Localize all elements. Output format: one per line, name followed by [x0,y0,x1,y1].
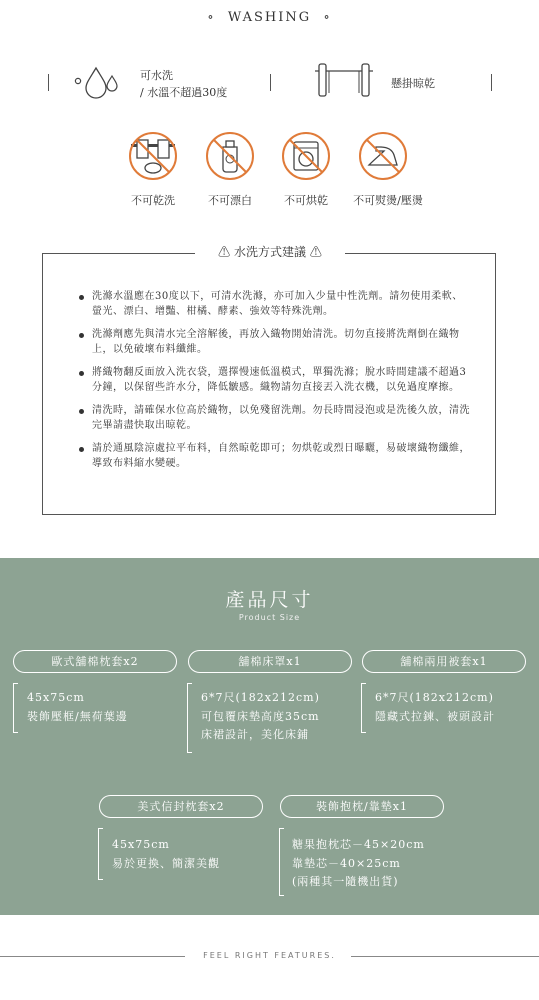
product-name-pill: 裝飾抱枕/靠墊x1 [280,795,444,818]
spec-bracket [361,683,366,733]
no-tumble-dry-icon [281,131,331,185]
no-tumble-dry-label: 不可烘乾 [284,194,328,207]
no-bleach-label: 不可漂白 [208,194,252,207]
divider [48,74,49,91]
spec-bracket [187,683,192,753]
header-bullet-right: ∘ [323,10,332,25]
warning-icon: ⚠ [218,245,231,259]
product-spec [292,836,425,892]
washing-title: WASHING [227,10,312,25]
size-subtitle: Product Size [238,613,301,622]
hang-dry-icon [313,63,375,101]
product-spec [27,689,128,726]
divider [270,74,271,91]
footer-divider-right [351,956,539,957]
spec-line: 床裙設計，美化床鋪 [201,728,309,741]
product-name-pill: 歐式舖棉枕套x2 [13,650,177,673]
washable-line2: / 水溫不超過30度 [140,86,228,99]
header-bullet-left: ∘ [207,10,216,25]
spec-bracket [279,828,284,896]
no-iron-icon [358,131,408,185]
spec-line: (兩種其一隨機出貨) [292,875,399,888]
spec-line: 45x75cm [27,691,85,704]
no-bleach-icon [205,131,255,185]
spec-line: 可包覆床墊高度35cm [201,709,320,723]
spec-line: 6*7尺(182x212cm) [375,691,494,704]
list-item: 洗滌水溫應在30度以下，可清水洗滌，亦可加入少量中性洗劑。請勿使用柔軟、螢光、漂白、增豔、柑橘、酵素、強效等特殊洗劑。 [72,290,472,319]
spec-line: 45x75cm [112,838,170,851]
warning-icon: ⚠ [309,245,322,259]
size-title: 產品尺寸 [225,589,314,611]
spec-bracket [13,683,18,733]
washable-text [140,67,227,101]
footer-tagline: FEEL RIGHT FEATURES. [203,951,336,960]
spec-line: 易於更換、簡潔美觀 [112,856,220,870]
spec-line: 靠墊芯－40×25cm [292,856,401,870]
water-drops-icon [72,66,128,106]
no-dry-clean-label: 不可乾洗 [131,194,175,207]
product-spec [201,689,320,745]
no-iron-label: 不可熨燙/壓燙 [353,194,423,207]
spec-line: 裝飾壓框/無荷葉邊 [27,709,128,723]
washing-tips-title [195,243,345,260]
list-item: 將織物翻反面放入洗衣袋，選擇慢速低溫模式，單獨洗滌；脫水時間建議不超過3分鐘，以保留些許水分，降低皺感。織物請勿直接丟入洗衣機，以免過度摩擦。 [72,366,472,395]
list-item: 請於通風陰涼處拉平布料，自然晾乾即可；勿烘乾或烈日曝曬，易破壞織物纖維，導致布料縮水變硬。 [72,442,472,471]
no-dry-clean-icon [128,131,178,185]
spec-bracket [98,828,103,880]
product-name-pill: 舖棉兩用被套x1 [362,650,526,673]
product-spec [112,836,220,873]
divider [491,74,492,91]
product-name-pill: 美式信封枕套x2 [99,795,263,818]
list-item: 清洗時，請確保水位高於織物，以免殘留洗劑。勿長時間浸泡或是洗後久放，清洗完畢請盡快取出晾乾。 [72,404,472,433]
hang-dry-label: 懸掛晾乾 [391,77,435,90]
product-name-pill: 舖棉床罩x1 [188,650,352,673]
washable-line1: 可水洗 [140,69,173,82]
tips-title-text: 水洗方式建議 [233,245,306,259]
tips-list [72,290,472,480]
spec-line: 隱藏式拉鍊、被頭設計 [375,709,495,723]
list-item: 洗滌劑應先與清水完全溶解後，再放入織物開始清洗。切勿直接將洗劑倒在織物上，以免破壞布料纖維。 [72,328,472,357]
washing-header [0,10,539,25]
product-spec [375,689,495,726]
spec-line: 6*7尺(182x212cm) [201,691,320,704]
spec-line: 糖果抱枕芯－45×20cm [292,838,425,851]
